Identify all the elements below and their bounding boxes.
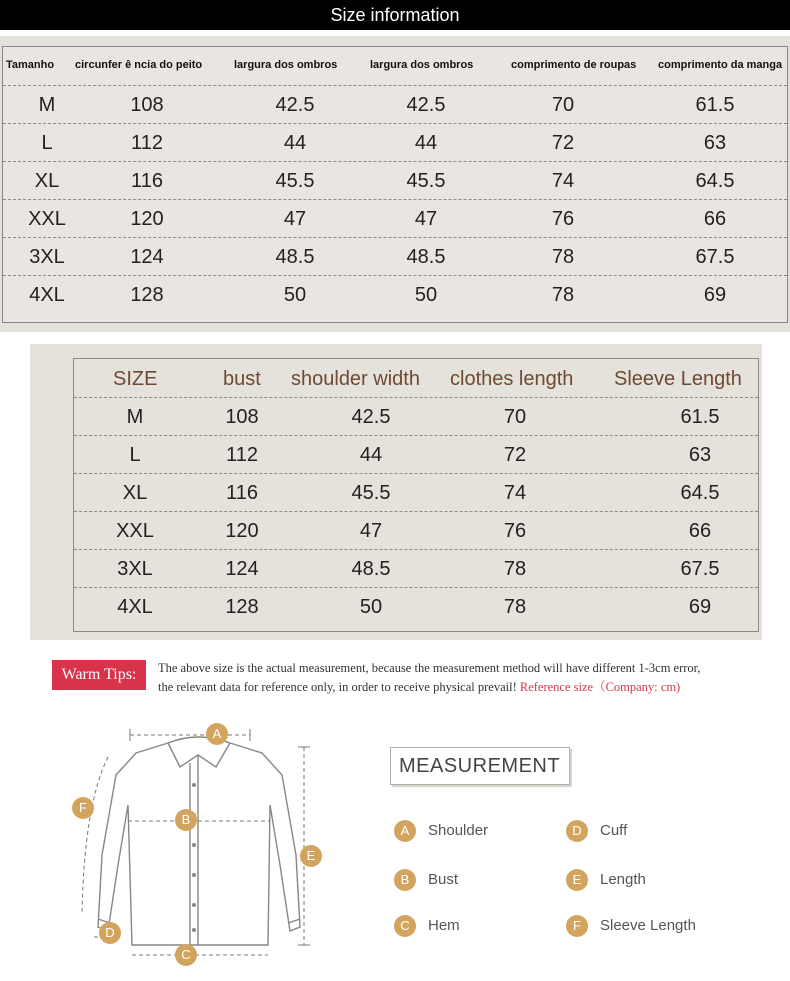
table-cell: 128 [130,284,164,306]
header-cell: bust [223,368,261,390]
table-cell: 42.5 [351,406,391,428]
size-table-english [73,358,759,632]
legend-label: Shoulder [428,822,489,839]
table-cell: 78 [551,246,575,268]
table-cell: 69 [688,596,712,618]
table-row [3,275,787,313]
table-cell: 124 [225,558,259,580]
table-cell: 3XL [117,558,153,580]
table-cell: 120 [130,208,164,230]
table-cell: 70 [551,94,575,116]
header-cell: Tamanho [6,59,55,71]
banner-title: Size information [330,5,460,25]
table-cell: 64.5 [695,170,735,192]
table-cell: 63 [703,132,727,154]
table-cell: 50 [359,596,383,618]
legend-label: Sleeve Length [600,917,696,934]
table-row [74,511,758,549]
measurement-title-box [390,747,570,785]
shirt-outline-icon [48,715,348,975]
table-cell: 48.5 [406,246,446,268]
table-cell: 61.5 [695,94,735,116]
table-cell: 70 [503,406,527,428]
table-cell: 74 [503,482,527,504]
table-cell: 42.5 [406,94,446,116]
legend-label: Bust [428,871,459,888]
table-cell: XL [122,482,148,504]
marker-badge: B [175,809,197,831]
table-cell: 45.5 [351,482,391,504]
table-cell: L [41,132,53,154]
table-cell: 48.5 [275,246,315,268]
header-cell: largura dos ombros [234,59,338,71]
table-cell: 50 [283,284,307,306]
table-header [74,359,758,397]
header-cell: circunfer ê ncia do peito [75,59,203,71]
warm-tips-label: Warm Tips: [52,660,146,690]
header-cell: shoulder width [291,368,420,390]
table-row [3,199,787,237]
tips-line-1: The above size is the actual measurement, because the measurement method will have different 1-3cm error, [158,661,701,675]
measurement-title: MEASUREMENT [399,755,561,777]
table-cell: 76 [503,520,527,542]
tips-line-2-text: the relevant data for reference only, in order to receive physical prevail! [158,680,517,694]
table-cell: 116 [131,170,163,192]
marker-badge: C [175,944,197,966]
table-cell: 69 [703,284,727,306]
table-cell: 48.5 [351,558,391,580]
table-cell: L [129,444,141,466]
table-cell: 3XL [29,246,65,268]
table-row [3,161,787,199]
legend-badge: D [566,820,588,842]
tips-line-2 [158,678,778,697]
table-cell: 108 [130,94,164,116]
table-cell: 124 [130,246,164,268]
table-row [3,237,787,275]
warm-tips-text [158,659,778,697]
legend-badge: F [566,915,588,937]
legend-badge: B [394,869,416,891]
table-cell: 120 [225,520,259,542]
header-cell: largura dos ombros [370,59,474,71]
table-row [3,85,787,123]
table-cell: 44 [359,444,383,466]
table-cell: 45.5 [275,170,315,192]
table-cell: 108 [225,406,259,428]
legend-label: Hem [428,917,460,934]
table-cell: 44 [414,132,438,154]
legend-label: Cuff [600,822,628,839]
table-cell: 74 [551,170,575,192]
table-cell: 116 [226,482,258,504]
table-cell: 47 [283,208,307,230]
marker-badge: D [99,922,121,944]
table-cell: XL [34,170,60,192]
table-cell: XXL [28,208,66,230]
table-cell: 42.5 [275,94,315,116]
header-cell: SIZE [113,368,158,390]
table-cell: 4XL [29,284,65,306]
table-header [3,47,787,87]
shirt-measurement-diagram [48,715,348,975]
table-cell: 78 [503,596,527,618]
table-cell: 47 [414,208,438,230]
table-row [74,397,758,435]
legend-badge: A [394,820,416,842]
table-cell: M [38,94,56,116]
table-cell: 112 [226,444,258,466]
header-cell: comprimento de roupas [511,59,637,71]
table-cell: 64.5 [680,482,720,504]
table-cell: 4XL [117,596,153,618]
size-table-portuguese [2,46,788,323]
table-cell: 67.5 [695,246,735,268]
table-cell: M [126,406,144,428]
table-cell: 47 [359,520,383,542]
table-row [74,587,758,625]
table-cell: 61.5 [680,406,720,428]
table-cell: 63 [688,444,712,466]
legend-label: Length [600,871,646,888]
table-cell: 72 [551,132,575,154]
table-cell: 44 [283,132,307,154]
table-cell: 72 [503,444,527,466]
table-row [74,473,758,511]
table-cell: 66 [688,520,712,542]
table-cell: 78 [551,284,575,306]
legend-badge: C [394,915,416,937]
table-cell: 50 [414,284,438,306]
table-cell: 112 [131,132,163,154]
header-cell: comprimento da manga [658,59,783,71]
header-cell: Sleeve Length [614,368,742,390]
table-cell: 76 [551,208,575,230]
marker-badge: F [72,797,94,819]
marker-badge: A [206,723,228,745]
table-cell: 67.5 [680,558,720,580]
table-cell: XXL [116,520,154,542]
legend-badge: E [566,869,588,891]
reference-size-note: Reference size（Company: cm) [519,680,681,694]
table-cell: 78 [503,558,527,580]
table-cell: 66 [703,208,727,230]
table-cell: 128 [225,596,259,618]
size-information-banner [0,0,790,30]
header-cell: clothes length [450,368,574,390]
table-row [74,435,758,473]
marker-badge: E [300,845,322,867]
table-cell: 45.5 [406,170,446,192]
table-row [74,549,758,587]
table-row [3,123,787,161]
